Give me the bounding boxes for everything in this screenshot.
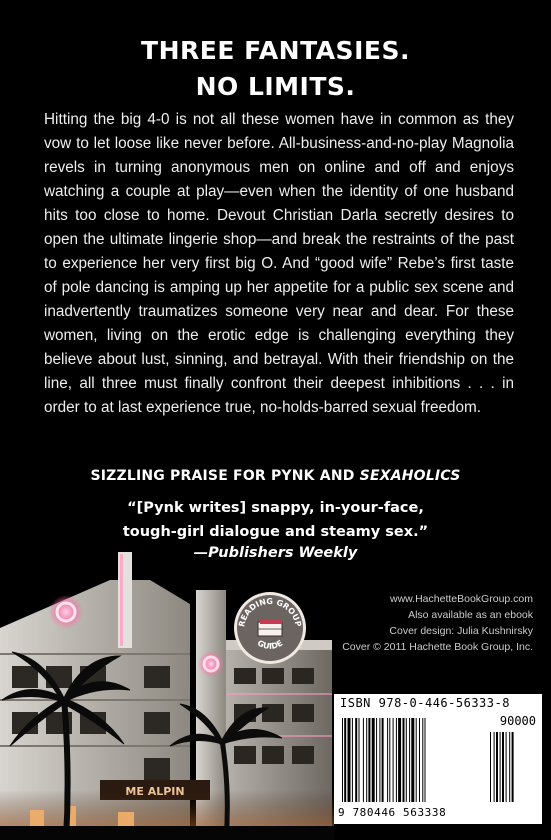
barcode-bar: [425, 718, 426, 802]
barcode-bar: [393, 718, 394, 802]
barcode-bar: [406, 718, 407, 802]
praise-heading: [0, 468, 551, 484]
book-icon: [258, 620, 282, 636]
barcode-bar: [387, 718, 388, 802]
review-quote-line-1: “[Pynk writes] snappy, in-your-face,: [127, 500, 424, 516]
review-quote-line-2: tough-girl dialogue and steamy sex.”: [122, 524, 429, 540]
badge-bottom-text: GUIDE: [255, 638, 285, 652]
barcode-addon-bar: [502, 732, 504, 802]
praise-heading-title: SEXAHOLICS: [359, 468, 461, 484]
barcode-bar: [419, 718, 420, 802]
barcode-bar: [348, 718, 351, 802]
barcode-bar: [376, 718, 377, 802]
review-attribution: —Publishers Weekly: [193, 545, 358, 561]
barcode-addon-bar: [490, 732, 491, 802]
barcode-addon-bar: [496, 732, 498, 802]
barcode-digits: 9 780446 563338: [338, 806, 447, 819]
barcode-addon-bar: [506, 732, 507, 802]
barcode-bar: [359, 718, 360, 802]
barcode-addon-bar: [494, 732, 495, 802]
price-code: 90000: [499, 714, 536, 728]
barcode-bar: [411, 718, 414, 802]
barcode-bar: [403, 718, 405, 802]
headline-line-2: NO LIMITS.: [195, 72, 356, 101]
barcode-bar: [366, 718, 367, 802]
barcode-bar: [368, 718, 370, 802]
barcode-graphic: [340, 712, 536, 806]
barcode-bar: [416, 718, 417, 802]
barcode-bar: [344, 718, 346, 802]
headline-line-1: THREE FANTASIES.: [141, 36, 410, 65]
publisher-website: www.HachetteBookGroup.com: [390, 593, 533, 605]
cover-design-credit: Cover design: Julia Kushnirsky: [389, 625, 533, 637]
barcode-bar: [409, 718, 410, 802]
synopsis-blurb: Hitting the big 4-0 is not all these women have in common as they vow to let loose like never before. All-business-and-no-play Magnolia revels in turning anonymous men on online and off and enjoys watching a couple at play—even when the identity of one husband hits too close to home. Devout Christian Darla secretly desires to open the ultimate lingerie shop—and break the restraints of the past to experience her very first big O. And “good wife” Rebe’s first taste of pole dancing is amping up her appetite for a public sex scene and inadvertently traumatizes someone very near and dear. For these women, living on the erotic edge is challenging everything they believe about lust, sinning, and betrayal. With their friendship on the line, all three must finally confront their deepest inhibitions . . . in order to at last experience true, no-holds-barred sexual freedom.: [44, 111, 514, 416]
barcode-addon-bar: [509, 732, 510, 802]
barcode-bar: [422, 718, 423, 802]
barcode-addon-bar: [500, 732, 501, 802]
praise-heading-text: SIZZLING PRAISE FOR PYNK AND: [90, 468, 360, 484]
barcode-bar: [398, 718, 401, 802]
isbn-text: ISBN 978-0-446-56333-8: [340, 696, 510, 710]
barcode-bar: [363, 718, 364, 802]
barcode-bar: [372, 718, 375, 802]
ebook-availability: Also available as an ebook: [408, 609, 533, 621]
barcode-bar: [379, 718, 380, 802]
badge-top-text: READING GROUP: [237, 596, 303, 628]
barcode-bar: [355, 718, 357, 802]
barcode-bar: [352, 718, 353, 802]
cover-copyright: Cover © 2011 Hachette Book Group, Inc.: [342, 641, 533, 653]
barcode-bar: [342, 718, 343, 802]
barcode-bar: [389, 718, 390, 802]
publisher-credits: [293, 591, 533, 655]
barcode-panel: [334, 694, 542, 824]
barcode-bar: [382, 718, 384, 802]
barcode-bar: [396, 718, 397, 802]
barcode-addon-bar: [512, 732, 514, 802]
review-quote: [0, 496, 551, 544]
